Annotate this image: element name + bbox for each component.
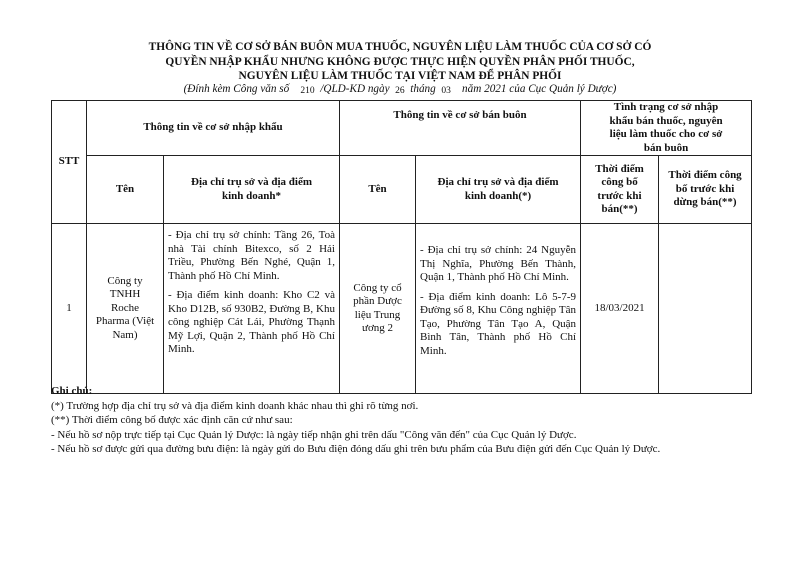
document-subtitle — [40, 83, 760, 95]
cell-announce-before-stop — [659, 224, 752, 394]
subtitle-doc-no: 210 — [300, 86, 315, 96]
importer-hq-address: - Địa chỉ trụ sở chính: Tầng 26, Toà nhà Tài chính Bitexco, số 2 Hải Triều, Phường Bến Nghé, Quận 1, Thành phố Hồ Chí Minh. — [168, 229, 335, 282]
note-1: (*) Trường hợp địa chỉ trụ sở và địa điểm kinh doanh khác nhau thì ghi rõ từng nơi. — [51, 399, 419, 412]
document-title — [40, 40, 760, 84]
title-line-2: QUYỀN NHẬP KHẨU NHƯNG KHÔNG ĐƯỢC THỰC HIỆN QUYỀN PHÂN PHỐI THUỐC, — [165, 55, 635, 68]
header-row-1 — [52, 101, 752, 156]
header-wholesaler-group: Thông tin về cơ sở bán buôn — [340, 101, 581, 156]
header-importer-address: Địa chỉ trụ sở và địa điểm kinh doanh* — [164, 156, 340, 224]
header-status-group: Tình trạng cơ sở nhập khẩu bán thuốc, nguyên liệu làm thuốc cho cơ sở bán buôn — [581, 101, 752, 156]
cell-wholesaler-name: Công ty cổ phần Dược liệu Trung ương 2 — [340, 224, 416, 394]
subtitle-mid1: /QLD-KD ngày — [320, 83, 390, 95]
wholesaler-hq-address: - Địa chỉ trụ sở chính: 24 Nguyễn Thị Nghĩa, Phường Bến Thành, Quận 1, Thành phố Hồ Chí Minh. — [420, 244, 577, 283]
notes-heading: Ghi chú: — [51, 385, 93, 397]
header-importer-group: Thông tin về cơ sở nhập khẩu — [87, 101, 340, 156]
header-row-2 — [52, 156, 752, 224]
header-announce-before-sale: Thời điểm công bố trước khi bán(**) — [581, 156, 659, 224]
title-line-1: THÔNG TIN VỀ CƠ SỞ BÁN BUÔN MUA THUỐC, NGUYÊN LIỆU LÀM THUỐC CỦA CƠ SỞ CÓ — [148, 41, 652, 53]
cell-importer-address — [164, 224, 340, 394]
subtitle-month: 03 — [441, 86, 451, 96]
header-announce-before-stop: Thời điểm công bố trước khi dừng bán(**) — [659, 156, 752, 224]
table-row — [52, 224, 752, 394]
subtitle-prefix: (Đính kèm Công văn số — [183, 83, 290, 95]
cell-wholesaler-address — [416, 224, 581, 394]
header-stt: STT — [52, 101, 87, 224]
note-3: - Nếu hồ sơ nộp trực tiếp tại Cục Quản lý Dược: là ngày tiếp nhận ghi trên dấu "Công văn đến" của Cục Quản lý Dược. — [51, 428, 577, 441]
wholesaler-business-address: - Địa điểm kinh doanh: Lô 5-7-9 Đường số 8, Khu Công nghiệp Tân Tạo, Phường Tân Tạo A, Quận Bình Tân, Thành phố Hồ Chí Minh. — [420, 290, 577, 357]
notes-section — [51, 384, 660, 457]
note-2: (**) Thời điểm công bố được xác định căn cứ như sau: — [51, 414, 293, 426]
importer-business-address: - Địa điểm kinh doanh: Kho C2 và Kho D12B, số 930B2, Đường B, Khu công nghiệp Cát Lái, Phường Thạnh Mỹ Lợi, Quận 2, Thành phố Hồ Chí Minh. — [168, 289, 335, 355]
distribution-table — [51, 100, 752, 394]
cell-importer-name: Công ty TNHH Roche Pharma (Việt Nam) — [87, 224, 164, 394]
header-wholesaler-name: Tên — [340, 156, 416, 224]
subtitle-day: 26 — [395, 86, 405, 96]
title-line-3: NGUYÊN LIỆU LÀM THUỐC TẠI VIỆT NAM ĐỂ PHÂN PHỐI — [238, 70, 562, 82]
subtitle-mid2: tháng — [410, 83, 436, 95]
cell-announce-before-sale: 18/03/2021 — [581, 224, 659, 394]
note-4: - Nếu hồ sơ được gửi qua đường bưu điện: là ngày gửi do Bưu điện đóng dấu ghi trên bưu phẩm của Bưu điện gửi đến Cục Quản lý Dược. — [51, 443, 661, 455]
header-importer-name: Tên — [87, 156, 164, 224]
cell-stt: 1 — [52, 224, 87, 394]
subtitle-mid3: năm 2021 của Cục Quản lý Dược) — [462, 83, 617, 95]
header-wholesaler-address: Địa chỉ trụ sở và địa điểm kinh doanh(*) — [416, 156, 581, 224]
